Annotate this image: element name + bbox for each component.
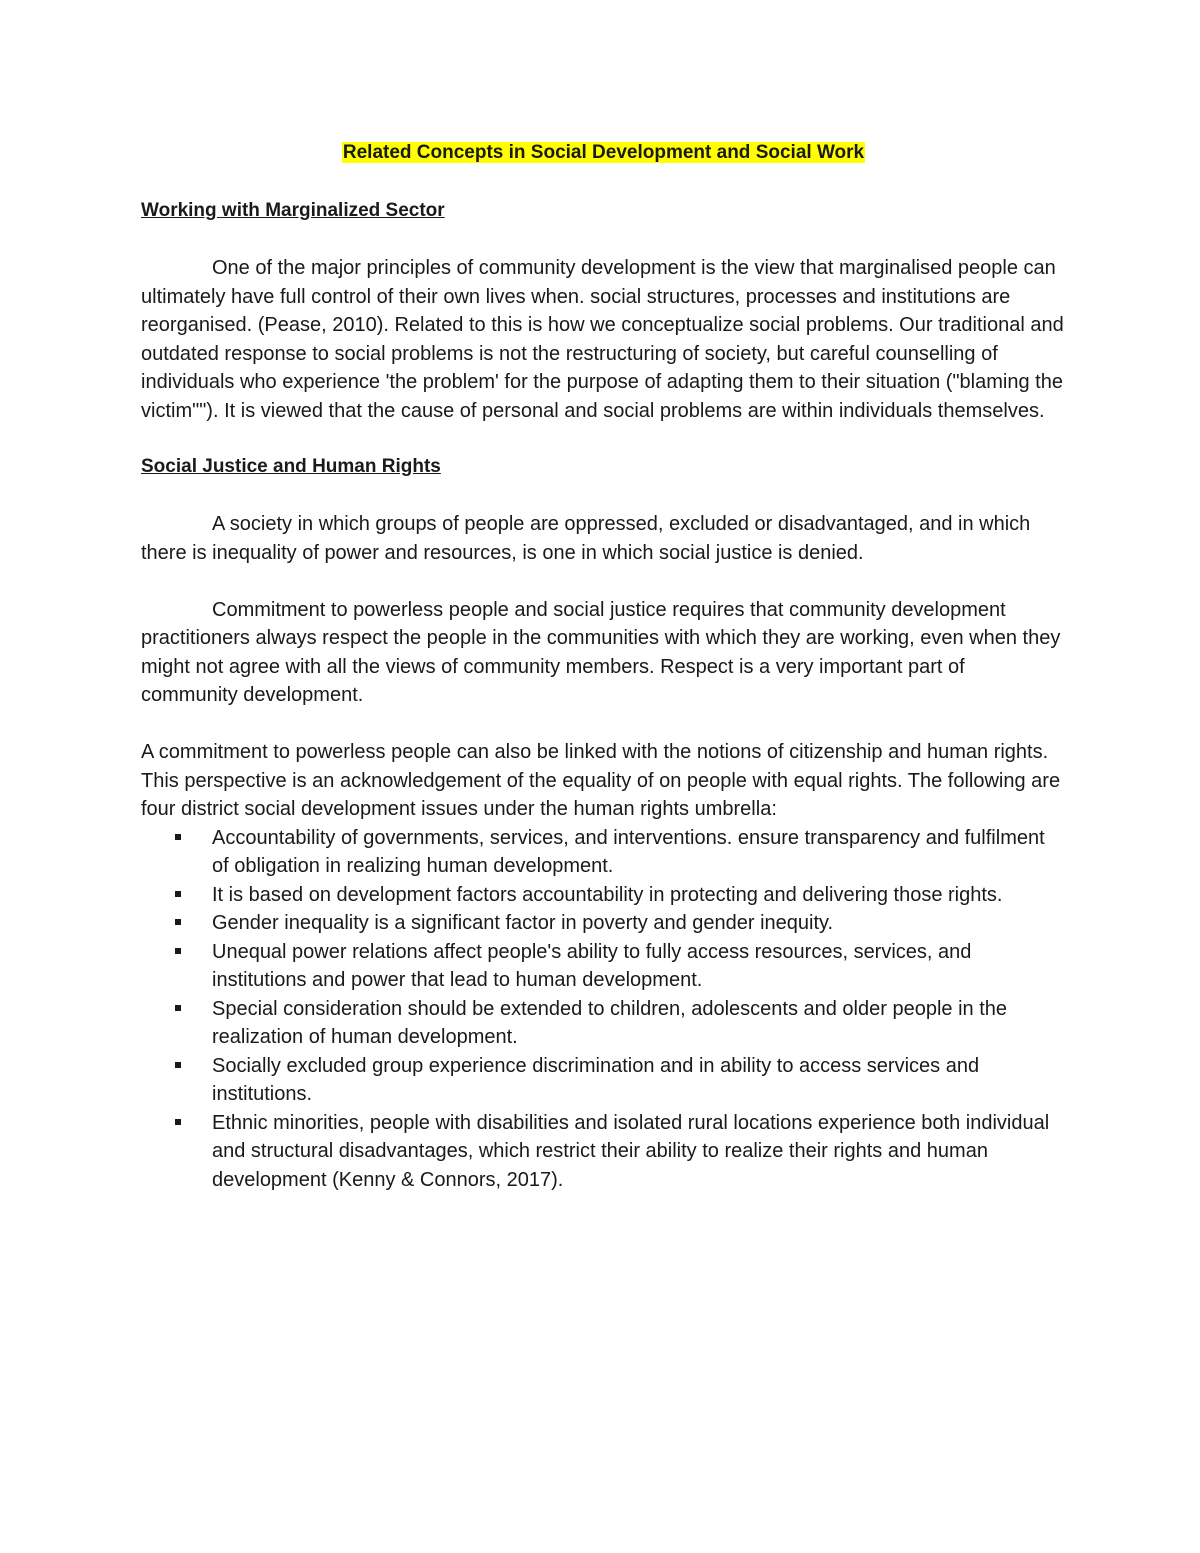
list-item-text: Ethnic minorities, people with disabilities and isolated rural locations experience both individual and structural disadvantages, which restrict their ability to realize their rights and human development (Kenny & Connors, 2017).: [212, 1111, 1050, 1191]
list-item: [212, 1052, 1066, 1109]
list-item: [212, 881, 1066, 910]
section-heading-social-justice: Social Justice and Human Rights: [141, 456, 441, 477]
square-bullet-icon: [175, 1005, 181, 1011]
list-item-text: Unequal power relations affect people's ability to fully access resources, services, and institutions and power that lead to human development.: [212, 940, 972, 991]
bullet-list: [141, 824, 1066, 1195]
square-bullet-icon: [175, 891, 181, 897]
square-bullet-icon: [175, 919, 181, 925]
list-item: [212, 995, 1066, 1052]
list-item-text: Socially excluded group experience discrimination and in ability to access services and institutions.: [212, 1054, 980, 1105]
square-bullet-icon: [175, 948, 181, 954]
paragraph-marginalized: One of the major principles of community development is the view that marginalised people can ultimately have full control of their own lives when. social structures, processes and institutions are reorganised. (Pease, 2010). Related to this is how we conceptualize social problems. Our traditional and outdated response to social problems is not the restructuring of society, but careful counselling of individuals who experience 'the problem' for the purpose of adapting them to their situation ("blaming the victim""). It is viewed that the cause of personal and social problems are within individuals themselves.: [141, 257, 1064, 422]
paragraph-social-justice-1: A society in which groups of people are oppressed, excluded or disadvantaged, and in which there is inequality of power and resources, is one in which social justice is denied.: [141, 513, 1031, 564]
list-item: [212, 1109, 1066, 1195]
paragraph-social-justice-2: Commitment to powerless people and social justice requires that community development practitioners always respect the people in the communities with which they are working, even when they might not agree with all the views of community members. Respect is a very important part of community development.: [141, 598, 1061, 706]
square-bullet-icon: [175, 1062, 181, 1068]
list-item: [212, 909, 1066, 938]
section-heading-marginalized: Working with Marginalized Sector: [141, 200, 445, 221]
square-bullet-icon: [175, 834, 181, 840]
list-item: [212, 938, 1066, 995]
title-block: [141, 138, 1066, 168]
list-item-text: Special consideration should be extended to children, adolescents and older people in the realization of human development.: [212, 997, 1007, 1048]
document-title: Related Concepts in Social Development and Social Work: [342, 142, 865, 163]
list-item: [212, 824, 1066, 881]
list-item-text: Accountability of governments, services, and interventions. ensure transparency and fulfilment of obligation in realizing human development.: [212, 826, 1045, 877]
list-item-text: Gender inequality is a significant factor in poverty and gender inequity.: [212, 912, 834, 934]
list-item-text: It is based on development factors accountability in protecting and delivering those rights.: [212, 883, 1003, 906]
square-bullet-icon: [175, 1119, 181, 1125]
paragraph-social-justice-3: A commitment to powerless people can also be linked with the notions of citizenship and human rights. This perspective is an acknowledgement of the equality of on people with equal rights. The following are four district social development issues under the human rights umbrella:: [141, 741, 1061, 820]
document-body: [141, 138, 1066, 1194]
